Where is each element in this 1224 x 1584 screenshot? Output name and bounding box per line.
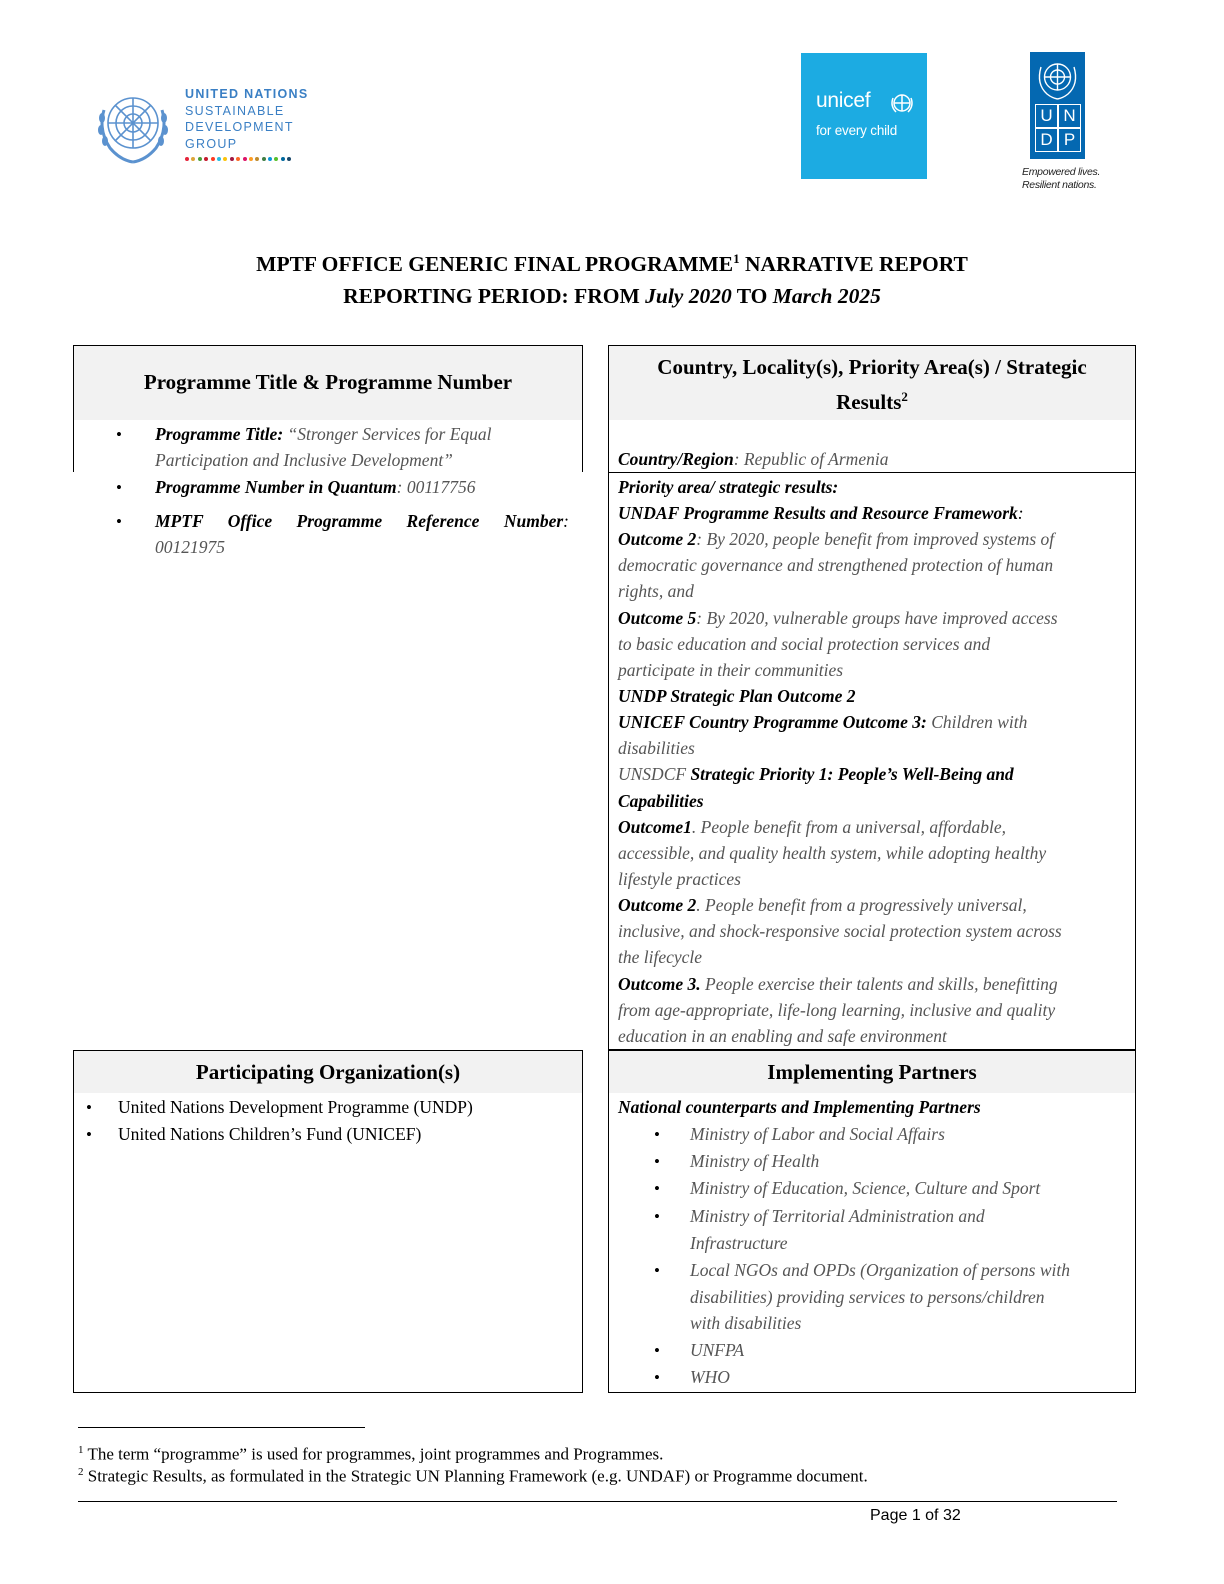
footnote-ref-2: 2: [901, 389, 908, 404]
undaf-outcome-2-text: : By 2020, people benefit from improved systems of: [696, 529, 1055, 549]
footnote-ref-1: 1: [733, 251, 740, 266]
partner-unfpa: UNFPA: [690, 1340, 745, 1360]
participating-org-unicef: United Nations Children’s Fund (UNICEF): [118, 1124, 422, 1144]
undaf-outcome-5-line3: participate in their communities: [618, 660, 844, 680]
sdg-color-dots: [185, 157, 291, 161]
unsdcf-outcome-2-line3: the lifecycle: [618, 947, 703, 967]
footer-rule: [78, 1501, 1117, 1502]
unsdcf-outcome-2: [618, 892, 1027, 918]
sdg-dot: [211, 157, 215, 161]
sdg-dot: [223, 157, 227, 161]
bullet-icon: •: [86, 1125, 92, 1144]
unsdcf-outcome-1: [618, 814, 1006, 840]
footnote-2-number: 2: [78, 1466, 84, 1478]
bullet-icon: •: [654, 1341, 660, 1360]
programme-number-item: [155, 474, 476, 500]
programme-number-value: : 00117756: [396, 477, 476, 497]
unicef-cp-outcome: [618, 709, 1027, 735]
unicef-cp-line2: disabilities: [618, 738, 695, 758]
undaf-outcome-2-label: Outcome 2: [618, 529, 697, 549]
country-title-line1: Country, Locality(s), Priority Area(s) / Strategic: [657, 355, 1087, 379]
partner-mtai: Ministry of Territorial Administration and: [690, 1206, 985, 1226]
bullet-icon: •: [116, 425, 122, 444]
bullet-icon: •: [654, 1152, 660, 1171]
partner-mlsa: Ministry of Labor and Social Affairs: [690, 1124, 945, 1144]
sdg-dot: [287, 157, 291, 161]
priority-area-label: Priority area/ strategic results:: [618, 477, 839, 497]
period-mid: TO: [731, 284, 773, 308]
footnote-2: [78, 1461, 868, 1488]
footnote-2-text: Strategic Results, as formulated in the Strategic UN Planning Framework (e.g. UNDAF) or Programme document.: [83, 1466, 868, 1486]
unicef-cp-text: Children with: [926, 712, 1028, 732]
undaf-outcome-2-line2: democratic governance and strengthened protection of human: [618, 555, 1054, 575]
unicef-name: unicef: [816, 89, 871, 112]
programme-title-value-line2: Participation and Inclusive Development”: [155, 450, 453, 470]
programme-box-title: Programme Title & Programme Number: [143, 370, 513, 394]
period-from: July 2020: [645, 284, 732, 308]
unsdcf-outcome-3-label: Outcome 3.: [618, 974, 701, 994]
programme-title-label: Programme Title:: [155, 424, 284, 444]
country-title-line2: Results: [836, 390, 902, 414]
country-value: : Republic of Armenia: [733, 449, 889, 469]
partner-moh: Ministry of Health: [690, 1151, 820, 1171]
sdg-dot: [204, 157, 208, 161]
unsdg-logo: [92, 86, 332, 166]
partner-who: WHO: [690, 1367, 730, 1387]
unsdcf-outcome-2-text: . People benefit from a progressively universal,: [696, 895, 1027, 915]
programme-box-top-border: [73, 345, 583, 346]
report-title: [0, 251, 1224, 277]
sdg-dot: [198, 157, 202, 161]
undaf-outcome-2: [618, 526, 1054, 552]
undp-strategic-plan: UNDP Strategic Plan Outcome 2: [618, 686, 856, 706]
bullet-icon: •: [116, 512, 122, 531]
report-title-rest: NARRATIVE REPORT: [739, 252, 968, 277]
partners-box-title: Implementing Partners: [767, 1060, 977, 1084]
bullet-icon: •: [654, 1125, 660, 1144]
un-emblem-icon: [92, 86, 174, 168]
participating-box-title: Participating Organization(s): [195, 1060, 461, 1084]
undaf-framework: [618, 500, 1024, 526]
bullet-icon: •: [654, 1179, 660, 1198]
unicef-emblem-icon: [889, 90, 915, 116]
footnote-separator: [78, 1427, 365, 1428]
unsdcf-outcome-1-label: Outcome1: [618, 817, 692, 837]
unicef-cp-label: UNICEF Country Programme Outcome 3:: [618, 712, 927, 732]
partner-ngos-line3: with disabilities: [690, 1313, 802, 1333]
footnote-1-text: The term “programme” is used for programmes, joint programmes and Programmes.: [83, 1444, 664, 1464]
unsdcf-outcome-1-text: . People benefit from a universal, affordable,: [691, 817, 1007, 837]
sdg-dot: [281, 157, 285, 161]
unsdcf-outcome-3-line3: education in an enabling and safe environment: [618, 1026, 947, 1046]
undaf-outcome-5-line2: to basic education and social protection services and: [618, 634, 991, 654]
unsdcf-outcome-3: [618, 971, 1058, 997]
mptf-reference-item: [155, 508, 569, 534]
unsdg-line3: DEVELOPMENT: [185, 120, 294, 134]
sdg-dot: [243, 157, 247, 161]
partner-ngos-line2: disabilities) providing services to persons/children: [690, 1287, 1045, 1307]
un-emblem-icon: [1030, 54, 1085, 104]
sdg-dot: [217, 157, 221, 161]
sdg-dot: [274, 157, 278, 161]
period-to: March 2025: [772, 284, 881, 308]
country-label: Country/Region: [618, 449, 734, 469]
sdg-dot: [230, 157, 234, 161]
page-number: Page 1 of 32: [870, 1507, 961, 1524]
unicef-logo: [801, 53, 927, 179]
undp-tagline-2: Resilient nations.: [1022, 179, 1097, 191]
bullet-icon: •: [654, 1368, 660, 1387]
unsdcf-prefix: UNSDCF: [618, 764, 691, 784]
partners-subtitle: National counterparts and Implementing Partners: [618, 1097, 981, 1117]
sdg-dot: [185, 157, 189, 161]
sdg-dot: [268, 157, 272, 161]
sdg-dot: [191, 157, 195, 161]
undp-logo: [1020, 52, 1102, 194]
unsdg-line1: UNITED NATIONS: [185, 87, 309, 101]
unsdcf-label: Strategic Priority 1: People’s Well-Being and: [690, 764, 1014, 784]
mptf-reference-colon: :: [563, 511, 569, 531]
undaf-label: UNDAF Programme Results and Resource Framework: [618, 503, 1018, 523]
undp-tagline: [1022, 166, 1100, 192]
partner-mtai-line2: Infrastructure: [690, 1233, 788, 1253]
sdg-dot: [262, 157, 266, 161]
sdg-dot: [236, 157, 240, 161]
unsdg-line4: GROUP: [185, 136, 238, 151]
partner-ngos: Local NGOs and OPDs (Organization of persons with: [690, 1260, 1071, 1280]
unsdcf-outcome-1-line3: lifestyle practices: [618, 869, 741, 889]
sdg-dot: [255, 157, 259, 161]
undaf-outcome-2-line3: rights, and: [618, 581, 694, 601]
partner-moescs: Ministry of Education, Science, Culture and Sport: [690, 1178, 1041, 1198]
footnote-1-number: 1: [78, 1444, 84, 1456]
unsdcf-label-line2: Capabilities: [618, 791, 704, 811]
country-box-title: [609, 352, 1135, 417]
programme-title-value: “Stronger Services for Equal: [283, 424, 492, 444]
reporting-period: [0, 284, 1224, 309]
unicef-tagline: for every child: [816, 123, 898, 138]
programme-box-left-border: [73, 345, 74, 472]
undaf-colon: :: [1017, 503, 1024, 523]
undp-letter-p: P: [1058, 128, 1081, 152]
report-title-main: MPTF OFFICE GENERIC FINAL PROGRAMME: [256, 252, 734, 277]
period-prefix: REPORTING PERIOD: FROM: [343, 284, 646, 308]
participating-org-undp: United Nations Development Programme (UNDP): [118, 1097, 473, 1117]
country-region: [618, 446, 888, 472]
unsdcf-outcome-1-line2: accessible, and quality health system, while adopting healthy: [618, 843, 1047, 863]
unsdcf-priority: [618, 761, 1014, 787]
bullet-icon: •: [654, 1207, 660, 1226]
unsdcf-outcome-3-text: People exercise their talents and skills, benefitting: [700, 974, 1058, 994]
undaf-outcome-5-text: : By 2020, vulnerable groups have improved access: [696, 608, 1058, 628]
unsdcf-outcome-2-label: Outcome 2: [618, 895, 697, 915]
programme-title-item: [155, 421, 492, 447]
programme-number-label: Programme Number in Quantum: [155, 477, 397, 497]
undaf-outcome-5-label: Outcome 5: [618, 608, 697, 628]
unsdcf-outcome-2-line2: inclusive, and shock-responsive social protection system across: [618, 921, 1062, 941]
undaf-outcome-5: [618, 605, 1058, 631]
mptf-reference-label: MPTF Office Programme Reference Number: [155, 511, 564, 531]
bullet-icon: •: [654, 1261, 660, 1280]
undp-letter-d: D: [1035, 128, 1058, 152]
mptf-reference-value: 00121975: [155, 537, 225, 557]
bullet-icon: •: [116, 478, 122, 497]
sdg-dot: [249, 157, 253, 161]
undp-tagline-1: Empowered lives.: [1022, 166, 1101, 178]
undp-letter-n: N: [1058, 104, 1081, 128]
bullet-icon: •: [86, 1098, 92, 1117]
undp-letter-u: U: [1035, 104, 1058, 128]
unsdg-line2: SUSTAINABLE: [185, 103, 285, 118]
unsdcf-outcome-3-line2: from age-appropriate, life-long learning, inclusive and quality: [618, 1000, 1056, 1020]
undp-box: [1030, 52, 1085, 159]
programme-box-right-border: [582, 345, 583, 472]
